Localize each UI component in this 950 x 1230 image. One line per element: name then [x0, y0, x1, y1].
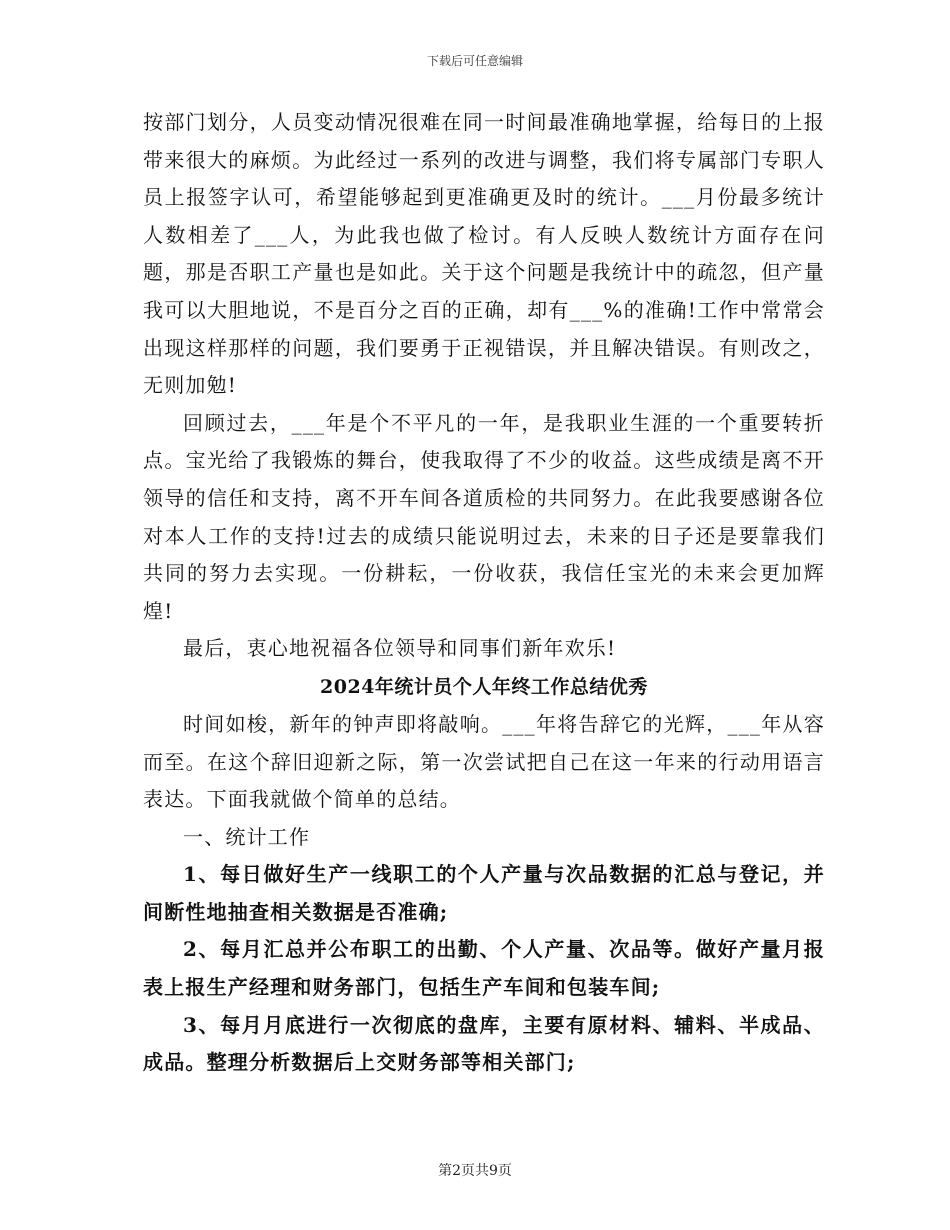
list-item-1: 1、每日做好生产一线职工的个人产量与次品数据的汇总与登记，并间断性地抽查相关数据是否准确;	[143, 862, 825, 924]
list-item-3: 3、每月月底进行一次彻底的盘库，主要有原材料、辅料、半成品、成品。整理分析数据后上交财务部等相关部门;	[143, 1012, 825, 1075]
subheading-statistics-work: 一、统计工作	[183, 824, 311, 849]
page-header: 下载后可任意编辑	[426, 54, 523, 68]
document-body	[143, 104, 825, 1082]
page-footer: 第2页共9页	[438, 1163, 512, 1179]
section-title: 2024年统计员个人年终工作总结优秀	[320, 675, 648, 698]
paragraph-intro: 时间如梭，新年的钟声即将敲响。___年将告辞它的光辉，___年从容而至。在这个辞旧迎新之际，第一次尝试把自己在这一年来的行动用语言表达。下面我就做个简单的总结。	[143, 711, 825, 812]
paragraph-closing-wishes: 最后，衷心地祝福各位领导和同事们新年欢乐!	[183, 636, 617, 661]
list-item-2: 2、每月汇总并公布职工的出勤、个人产量、次品等。做好产量月报表上报生产经理和财务部门，包括生产车间和包装车间;	[143, 937, 825, 1000]
paragraph-review: 回顾过去，___年是个不平凡的一年，是我职业生涯的一个重要转折点。宝光给了我锻炼的舞台，使我取得了不少的收益。这些成绩是离不开领导的信任和支持，离不开车间各道质检的共同努力。在此我要感谢各位对本人工作的支持!过去的成绩只能说明过去，未来的日子还是要靠我们共同的努力去实现。一份耕耘，一份收获，我信任宝光的未来会更加辉煌!	[143, 410, 825, 623]
paragraph-continuation: 按部门划分，人员变动情况很难在同一时间最准确地掌握，给每日的上报带来很大的麻烦。为此经过一系列的改进与调整，我们将专属部门专职人员上报签字认可，希望能够起到更准确更及时的统计。___月份最多统计人数相差了___人，为此我也做了检讨。有人反映人数统计方面存在问题，那是否职工产量也是如此。关于这个问题是我统计中的疏忽，但产量我可以大胆地说，不是百分之百的正确，却有___%的准确!工作中常常会出现这样那样的问题，我们要勇于正视错误，并且解决错误。有则改之，无则加勉!	[143, 110, 825, 398]
